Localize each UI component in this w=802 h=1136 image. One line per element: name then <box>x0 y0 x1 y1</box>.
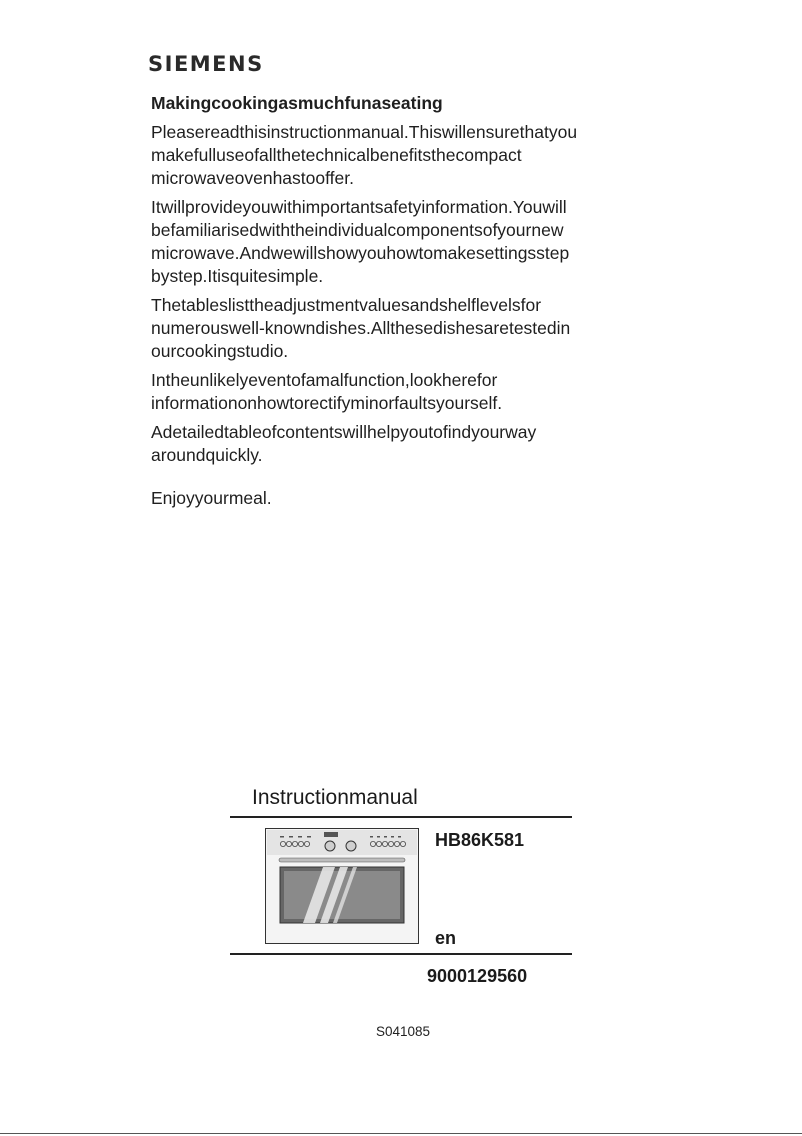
language-code: en <box>435 928 457 948</box>
intro-paragraph: Itwillprovideyouwithimportantsafetyinformation.Youwill befamiliarisedwiththeindividualcomponentsofyournew microwave.Andwewillshowyouhowtomakesettingsstep bystep.Itisquitesimple. <box>151 197 570 286</box>
divider-top <box>230 816 572 818</box>
brand-logo: SIEMENS <box>148 52 264 76</box>
intro-paragraph: Thetableslisttheadjustmentvaluesandshelflevelsfor numerouswell-knowndishes.Allthesedishesaretestedin ourcookingstudio. <box>151 295 571 361</box>
model-number: HB86K581 <box>435 830 525 850</box>
document-code: S041085 <box>376 1024 431 1039</box>
part-number: 9000129560 <box>427 966 528 986</box>
oven-illustration <box>265 828 419 944</box>
intro-paragraph: Pleasereadthisinstructionmanual.Thiswillensurethatyou makefulluseofallthetechnicalbenefitsthecompact microwaveovenhastooffer. <box>151 122 578 188</box>
page-edge-line <box>0 1133 802 1134</box>
intro-paragraph: Intheunlikelyeventofamalfunction,lookherefor informationonhowtorectifyminorfaultsyourself. <box>151 370 503 413</box>
divider-bottom <box>230 953 572 955</box>
intro-paragraph: Adetailedtableofcontentswillhelpyoutofindyourway aroundquickly. <box>151 422 537 465</box>
intro-section <box>151 92 611 516</box>
manual-title: Instructionmanual <box>252 786 418 809</box>
intro-heading: Makingcookingasmuchfunaseating <box>151 93 443 113</box>
closing-text: Enjoyyourmeal. <box>151 488 272 508</box>
